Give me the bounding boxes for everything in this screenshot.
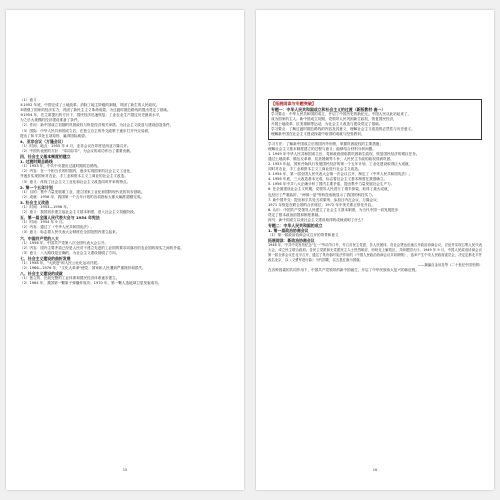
text-line: 4. 1956 年底，三大改造基本完成，标志着社会主义基本制度在我国确立。 [268, 177, 388, 182]
text-line: ③1954 年，在主席提出的方针下，国民经济迅速恢复，工业农业生产超过历史最高水平， [20, 113, 163, 118]
text-line: （2）中国代表团的方针："求同存异"，为会议的成功作出了重要贡献。 [20, 148, 134, 153]
text-line: （2）内容：在一个相当长的时期内，逐步实现国家的社会主义工业化， [20, 169, 134, 174]
text-line: 6. 在全面建设社会主义时期，党领导人民进行了艰辛探索，取得了重大成就， [268, 187, 392, 192]
text-line: 2. 1953 年起，国家开始执行发展国民经济的第一个五年计划，工业化建设取得巨大成就， [268, 161, 413, 166]
text-line: 专题二：中华人民共和国的成立 [268, 223, 323, 229]
box-lines [271, 107, 479, 138]
text-line: 同时对农业、手工业和资本主义工商业进行社会主义改造。 [268, 167, 362, 172]
quote-attribution: ——摘编自金冲及等《二十世纪中国史纲》 [417, 263, 482, 268]
text-line: 并逐步实现国家对农业、手工业和资本主义工商业的社会主义改造。 [20, 174, 128, 179]
text-line: （1）独立的、比较完整的工业体系和国民经济体系逐步建立。 [20, 276, 120, 281]
text-line: （2）1964 年，我国第一颗原子弹爆炸成功；1970 年，第一颗人造地球卫星发射成功。 [20, 281, 162, 286]
text-line: （2）内容：通过了《中华人民共和国宪法》。 [20, 225, 95, 230]
text-line: 四、社会主义基本制度的建立 [20, 154, 71, 160]
text-line: ②增强了国家的经济实力，巩固了新民主主义革命成果，为过渡时期总路线的提出奠定了基础。 [20, 108, 171, 113]
text-line: 理解社会主义基本制度建立的过程与意义；能够结合材料分析问题。 [268, 146, 376, 151]
text-line: （1）时间、地点：1955 年 4 月，亚非会议在印度尼西亚万隆召开。 [20, 143, 131, 148]
reading-quote: 1948 年，中共中央发布纪念"五一"劳动节口号，号召各民主党派、各人民团体、各社会贤达迅速召开政治协商会议，讨论并实现召集人民代表大会，成立民主联合政府。各民主党派和无党派民主人士热烈响应，纷纷北上解放区，共商建国大计。1949 年 9 月，中国人民政治协商会议第一届全体会议在北平召开，通过了具有临时宪法作用的《中国人民政治协商会议共同纲领》，选举产生中央人民政府委员会，决定定都北平并改名北京，以《义勇军进行曲》为代国歌，以五星红旗为国旗。 [268, 243, 482, 263]
box-title: 【拓展阅读与专题突破】 [271, 101, 317, 106]
text-line: 4、亚非会议（万隆会议） [20, 138, 66, 144]
text-line: 8. 认识：中国共产党领导人民建立了社会主义基本制度，为当代中国一切发展进步 [268, 207, 399, 212]
text-line: 成为国家的主人。新中国成立初期，党领导人民巩固新生政权，恢复国民经济， [271, 117, 397, 122]
text-line: （3）意义：标志着人民代表大会制度在全国范围内建立起来。 [20, 230, 120, 235]
text-line: 学习要点：了解过渡时期总路线的内容及其意义，理解社会主义改造的必然性与历史意义。 [271, 127, 415, 132]
text-line: 也经历了严重曲折。"两弹一星"等科技成就显示了我国的科技实力。 [268, 192, 376, 197]
right-page-content [268, 98, 482, 273]
text-line: （2）成就：1956 年，我国第一个五年计划的各项指标大都大幅度超额完成。 [20, 194, 144, 199]
closing-line: 在各种因素的共同作用下，中国共产党领导的新中国诞生，开启了中华民族伟大复兴的新征程。 [268, 268, 419, 273]
text-line: 7. 新中国外交：提出和平共处五项原则；参加日内瓦会议、万隆会议； [268, 197, 381, 202]
text-line: 专题一：中华人民共和国成立和社会主义的过渡（新版教材·高一） [271, 107, 386, 112]
text-line: 提出了和平共处五项原则，赢得国际威望。 [20, 133, 89, 138]
page-number-left: 15 [122, 468, 128, 472]
text-line: （3）意义：八大路线是正确的，为社会主义建设指明了方向。 [20, 250, 120, 255]
left-page-content [20, 98, 232, 286]
text-line: （1）时间：1954 年 9 月。 [20, 220, 66, 225]
text-line: 五、第一届全国人民代表大会与 1954 年宪法 [20, 215, 100, 221]
text-line: （1）时间：1953—1956 年。 [20, 204, 71, 209]
text-line: ①1952 年底，中国完成了土地改革，消除了地主阶级的剥削，巩固了新生的人民政权。 [20, 103, 160, 108]
text-line: 学习要点：中华人民共和国的成立，开启了中国历史的新纪元。中国人民从此站起来了， [271, 112, 412, 117]
text-line: 1. 过渡时期总路线 [20, 159, 53, 165]
text-line: （2）意义：我国初步建立起社会主义基本制度，进入社会主义初级阶段。 [20, 210, 138, 215]
text-line: 探究：新中国成立以来社会主义建设取得的成就说明了什么？ [268, 217, 366, 222]
expansion-box [268, 99, 482, 140]
right-lines [268, 142, 482, 244]
text-line: （1）1953 年，中共中央提出过渡时期的总路线。 [20, 164, 101, 169]
page-number-right: 16 [372, 468, 378, 472]
text-line: 六、中国共产党的八大 [20, 235, 59, 241]
text-line: 通过土地改革、镇压反革命、抗美援朝等斗争，人民民主专政的政权得到巩固。 [268, 156, 394, 161]
text-line: （3）意义：体现了社会主义工业化和社会主义改造同时并举的特点。 [20, 179, 131, 184]
text-line: （1）1958 年，"大跃进"和人民公社化运动开展。 [20, 261, 101, 265]
text-line: 1. 第一届政治协商会议 [268, 228, 309, 234]
text-line: 拓展阅读：新政治协商会议 [268, 238, 315, 244]
text-line: （1）1956 年，中国共产党第八次全国代表大会召开。 [20, 240, 109, 245]
text-line: 1971 年恢复在联合国的合法席位；1972 年中美关系正常化开启。 [268, 202, 375, 207]
text-line: 1. 1949 年中华人民共和国成立后，党和政府面临着巩固新生政权、恢复国民经济的艰巨任务。 [268, 151, 420, 156]
text-line: 2. 第一个五年计划 [20, 184, 53, 190]
right-page [256, 10, 494, 490]
text-line: （1）第一届政治协商会议召开的背景和意义 [268, 233, 339, 238]
text-line: 七、社会主义建设的曲折发展 [20, 255, 71, 261]
text-line: 3. 社会主义改造 [20, 199, 49, 205]
text-line: （2）作用：新中国成立初期的巩固政权与恢复经济相关举措，为社会主义改造与建设创造条件。 [20, 123, 174, 128]
text-line: 学习方法：了解新中国成立后的国内外形势，掌握巩固政权的主要措施； [268, 141, 383, 146]
text-line: 3. 1954 年，第一届全国人民代表大会第一次会议召开，制定了《中华人民共和国宪法》。 [268, 172, 413, 177]
left-page [6, 10, 244, 490]
text-line: （2）内容：国内主要矛盾已经是人民对于建立先进的工业国的要求同落后的农业国的现实之间的矛盾。 [20, 245, 185, 250]
text-line: （1）意义 [20, 98, 37, 102]
text-line: （2）1966—1976 年，"文化大革命"使党、国家和人民遭到严重挫折和损失。 [20, 266, 146, 271]
text-line: 理解新中国在社会主义建设探索中取得的成就与经验教训。 [271, 132, 365, 137]
text-line: 5. 1956 年中共八大正确分析了国内主要矛盾，提出集中力量发展社会生产力。 [268, 182, 395, 187]
text-line: （1）目的：集中力量发展重工业，建立国家工业化和国防现代化的初步基础。 [20, 189, 145, 194]
text-line: 开展土地改革、抗美援朝等运动，为社会主义改造与建设奠定了基础。 [271, 122, 383, 127]
text-line: 奠定了根本政治前提和制度基础。 [268, 212, 322, 217]
text-line: 为之后大规模的经济建设准备了条件。 [20, 118, 82, 123]
text-line: （3）国际：中华人民共和国成立后，在独立自主的外交政策下逐步打开外交局面， [20, 128, 152, 133]
text-line: 八、社会主义建设的成就 [20, 271, 63, 277]
